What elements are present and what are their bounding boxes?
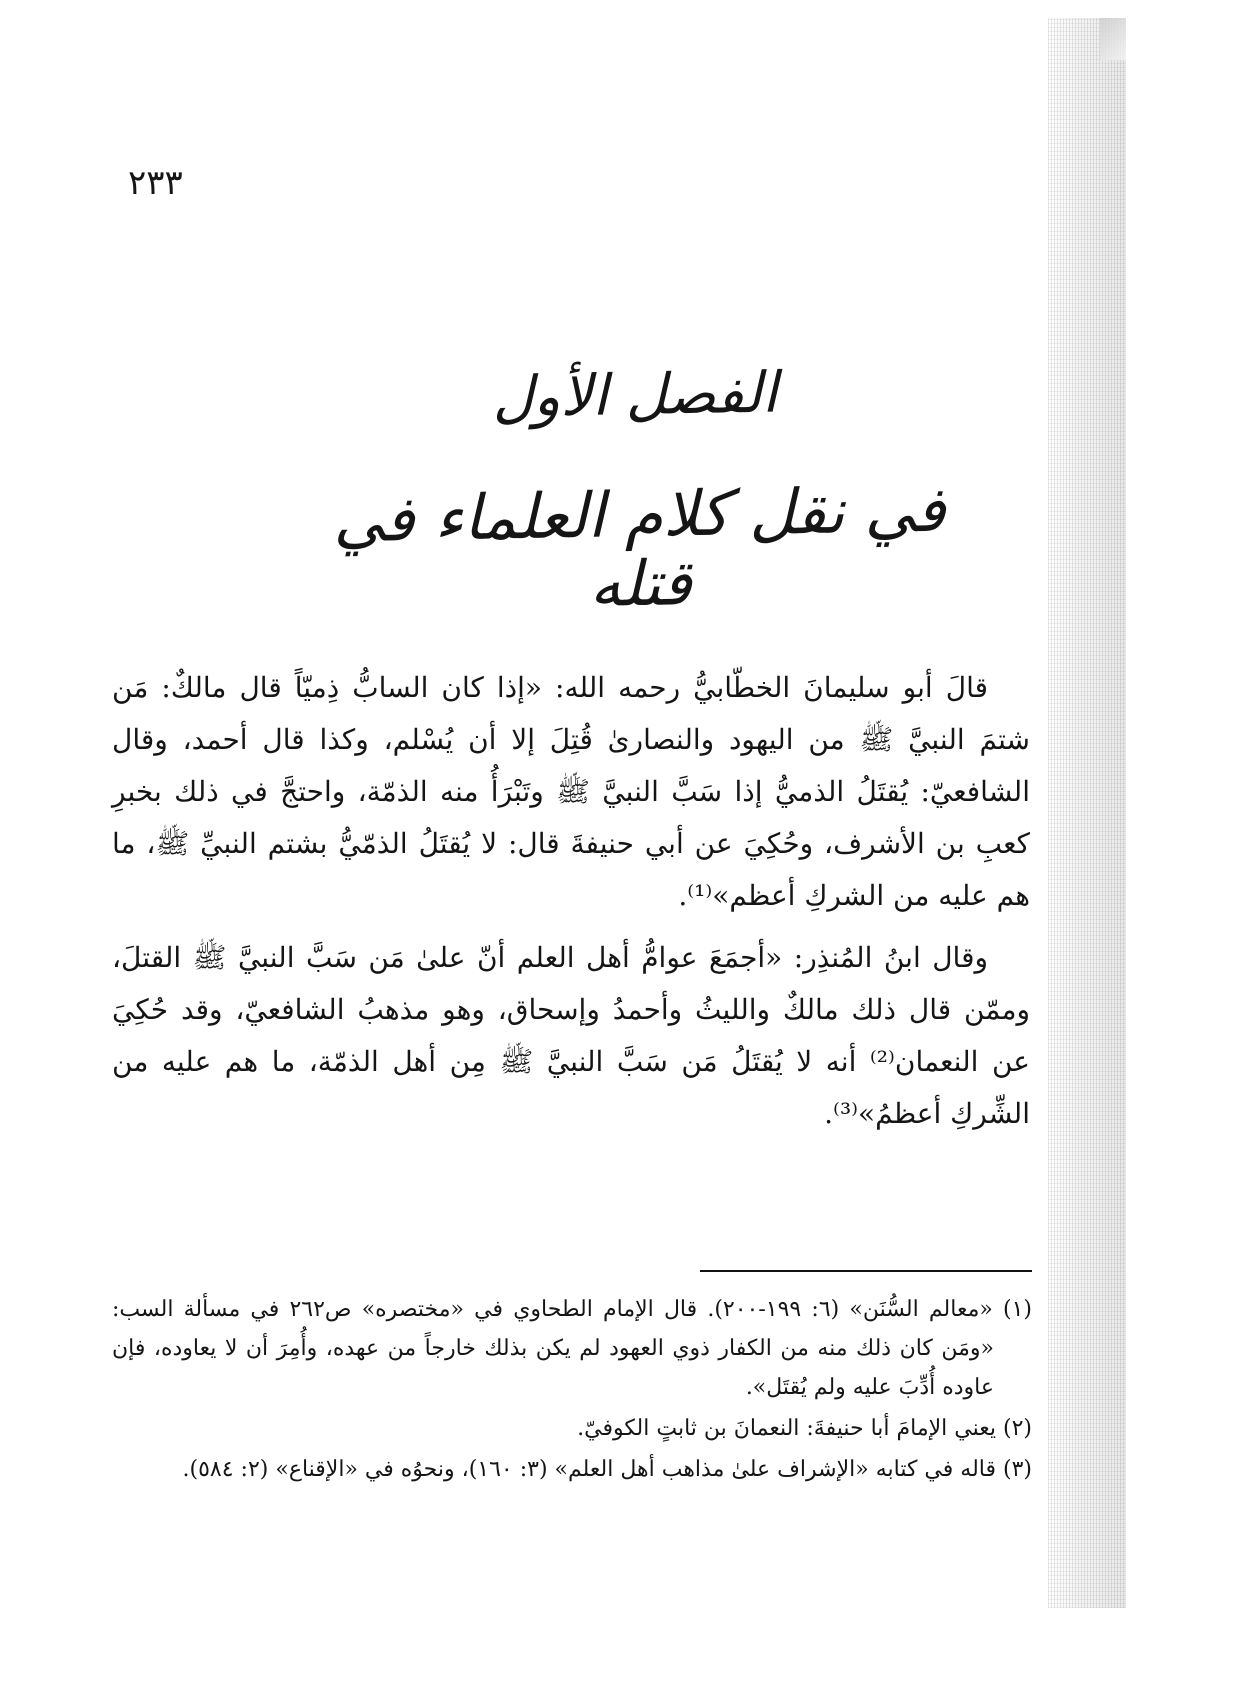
main-text — [112, 662, 1030, 1140]
footnote-3: (٣) قاله في كتابه «الإشراف علىٰ مذاهب أهل العلم» (٣: ١٦٠)، ونحوُه في «الإقناع» (٢: ٥٨٤). — [182, 1457, 1032, 1482]
chapter-title: الفصل الأول — [491, 360, 779, 431]
body-paragraph-2: وقال ابنُ المُنذِر: «أجمَعَ عوامُّ أهل العلم أنّ علىٰ مَن سَبَّ النبيَّ ﷺ القتلَ، وممّن قال ذلك مالكٌ والليثُ وأحمدُ وإسحاق، وهو مذهبُ الشافعيّ، وقد حُكِيَ عن النعمان⁽²⁾ أنه لا يُقتَلُ مَن سَبَّ النبيَّ ﷺ مِن أهل الذمّة، ما هم عليه من الشِّركِ أعظمُ»⁽³⁾. — [112, 941, 1030, 1130]
footnote-1: (١) «معالم السُّنَن» (٦: ١٩٩-٢٠٠). قال الإمام الطحاوي في «مختصره» ص٢٦٢ في مسألة السب: «ومَن كان ذلك منه من الكفار ذوي العهود لم يكن بذلك خارجاً من عهده، وأُمِرَ أن لا يعاوده، فإن عاوده أُدِّبَ عليه ولم يُقتَل». — [112, 1297, 1032, 1400]
footnote-divider — [700, 1270, 1032, 1272]
chapter-subtitle: في نقل كلام العلماء في قتله — [332, 472, 947, 622]
footnote-2: (٢) يعني الإمامَ أبا حنيفةَ: النعمانَ بن ثابتٍ الكوفيّ. — [577, 1416, 1032, 1441]
footnotes — [112, 1290, 1032, 1489]
page-edge — [1048, 18, 1126, 1608]
body-paragraph-1: قالَ أبو سليمانَ الخطّابيُّ رحمه الله: «إذا كان السابُّ ذِميّاً قال مالكٌ: مَن شتمَ النبيَّ ﷺ من اليهود والنصارىٰ قُتِلَ إلا أن يُسْلم، وكذا قال أحمد، وقال الشافعيّ: يُقتَلُ الذميُّ إذا سَبَّ النبيَّ ﷺ وتَبْرَأُ منه الذمّة، واحتجَّ في ذلك بخبرِ كعبِ بن الأشرف، وحُكِيَ عن أبي حنيفةَ قال: لا يُقتَلُ الذمّيُّ بشتم النبيِّ ﷺ، ما هم عليه من الشركِ أعظم»⁽¹⁾. — [112, 671, 1030, 912]
page-number: ٢٣٣ — [128, 163, 183, 203]
